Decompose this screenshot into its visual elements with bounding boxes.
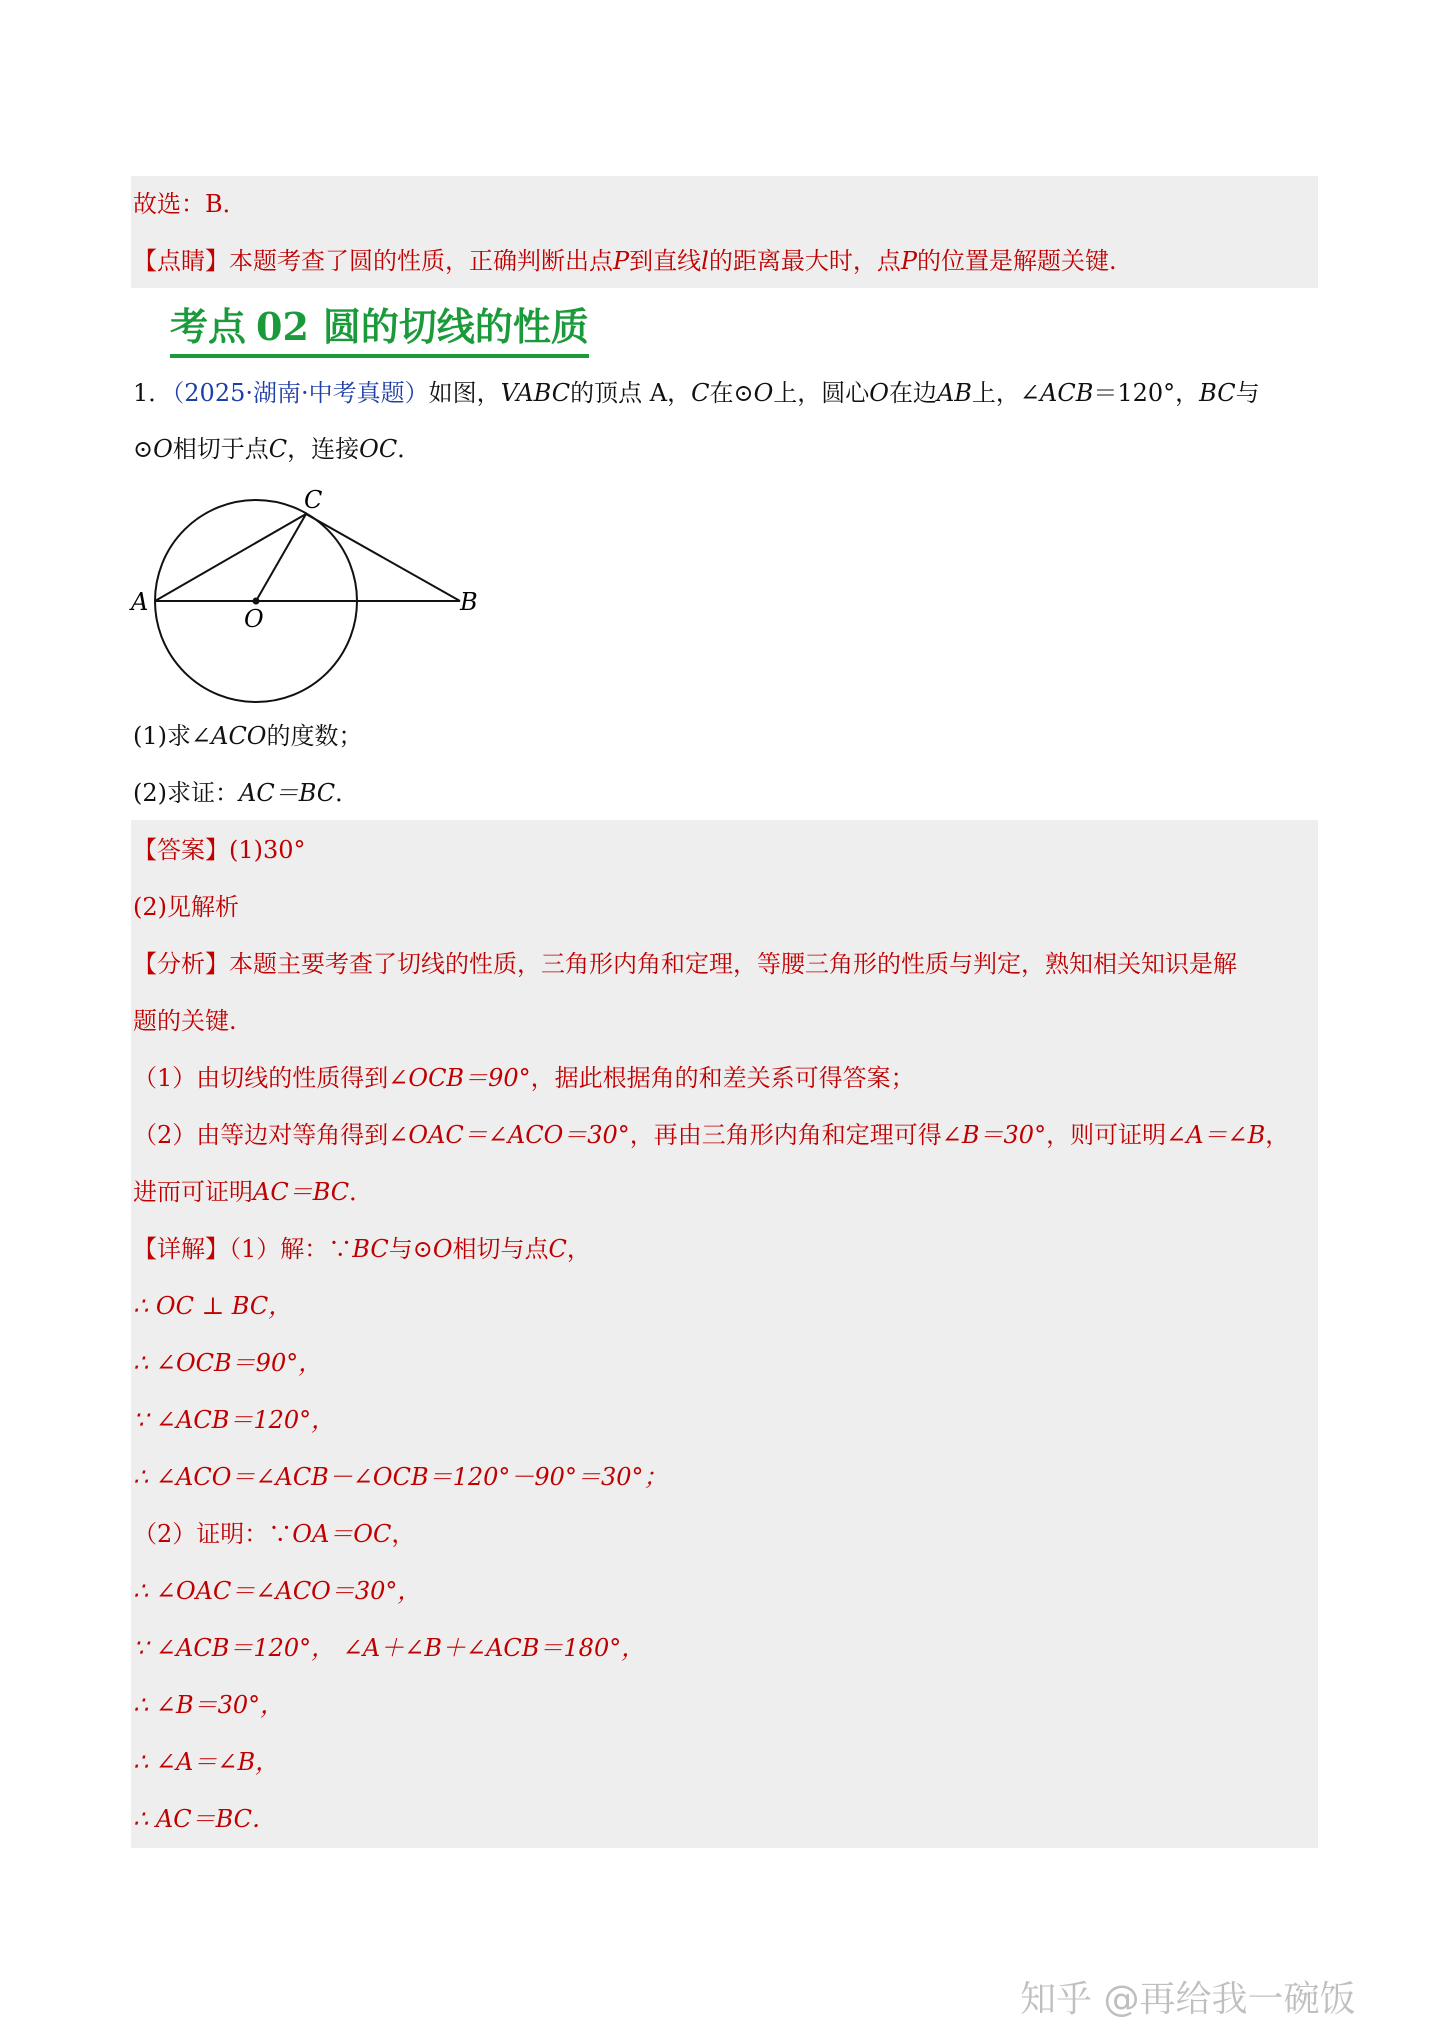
step-8: ∴ ∠A＝∠B， (133, 1748, 280, 1776)
watermark: 知乎 @再给我一碗饭 (1020, 1979, 1356, 2020)
step-9: ∴ AC＝BC． (133, 1805, 277, 1833)
problem-number: 1． (133, 379, 173, 407)
step-2: ∴ ∠OCB＝90°， (133, 1349, 323, 1377)
step-1: ∴ OC ⊥ BC， (133, 1292, 293, 1320)
top-conclusion: 故选：B． (133, 190, 247, 218)
analysis-line-1: 【分析】本题主要考查了切线的性质，三角形内角和定理，等腰三角形的性质与判定，熟知相关知识是解 (133, 950, 1237, 978)
problem-line-2: ⊙O相切于点C，连接OC． (133, 435, 422, 463)
segment-oc (256, 514, 306, 601)
label-a: A (131, 588, 149, 616)
answer-tag: 【答案】 (133, 836, 229, 864)
answer-line-1: 【答案】(1)30° (133, 836, 306, 864)
step-7: ∴ ∠B＝30°， (133, 1691, 285, 1719)
step-6: ∵ ∠ACB＝120°， ∠A＋∠B＋∠ACB＝180°， (133, 1634, 646, 1662)
analysis-tag: 【分析】 (133, 950, 229, 978)
proof-line: （2）证明：∵OA＝OC， (133, 1520, 416, 1548)
analysis-line-5: 进而可证明AC＝BC． (133, 1178, 374, 1206)
question-2: (2)求证：AC＝BC． (133, 779, 360, 807)
label-b: B (460, 588, 478, 616)
problem-line-1: 1．（2025·湖南·中考真题）如图，VABC的顶点 A，C在⊙O上，圆心O在边AB上，∠ACB＝120°，BC与 (133, 379, 1260, 407)
step-5: ∴ ∠OAC＝∠ACO＝30°， (133, 1577, 422, 1605)
center-dot (253, 598, 260, 605)
question-1: (1)求∠ACO的度数； (133, 722, 363, 750)
label-o: O (244, 605, 264, 633)
label-c: C (304, 486, 323, 514)
remark-tag: 【点睛】 (133, 247, 229, 275)
problem-source: （2025·湖南·中考真题） (172, 379, 429, 407)
analysis-line-3: （1）由切线的性质得到∠OCB＝90°，据此根据角的和差关系可得答案； (133, 1064, 915, 1092)
top-remark: 【点睛】本题考查了圆的性质，正确判断出点P到直线l的距离最大时，点P的位置是解题关键. (133, 247, 1117, 275)
geometry-figure (128, 484, 498, 706)
segment-cb (306, 514, 460, 601)
detail-tag: 【详解】 (133, 1235, 229, 1263)
segment-ac (155, 514, 306, 601)
analysis-line-2: 题的关键. (133, 1007, 237, 1035)
analysis-line-4: （2）由等边对等角得到∠OAC＝∠ACO＝30°，再由三角形内角和定理可得∠B＝30°，则可证明∠A＝∠B， (133, 1121, 1290, 1149)
step-3: ∵ ∠ACB＝120°， (133, 1406, 336, 1434)
section-heading: 考点 02 圆的切线的性质 (170, 302, 589, 358)
answer-line-2: (2)见解析 (133, 893, 239, 921)
step-4: ∴ ∠ACO＝∠ACB－∠OCB＝120°－90°＝30°； (133, 1463, 668, 1491)
detail-line-1: 【详解】（1）解：∵BC与⊙O相切与点C， (133, 1235, 591, 1263)
